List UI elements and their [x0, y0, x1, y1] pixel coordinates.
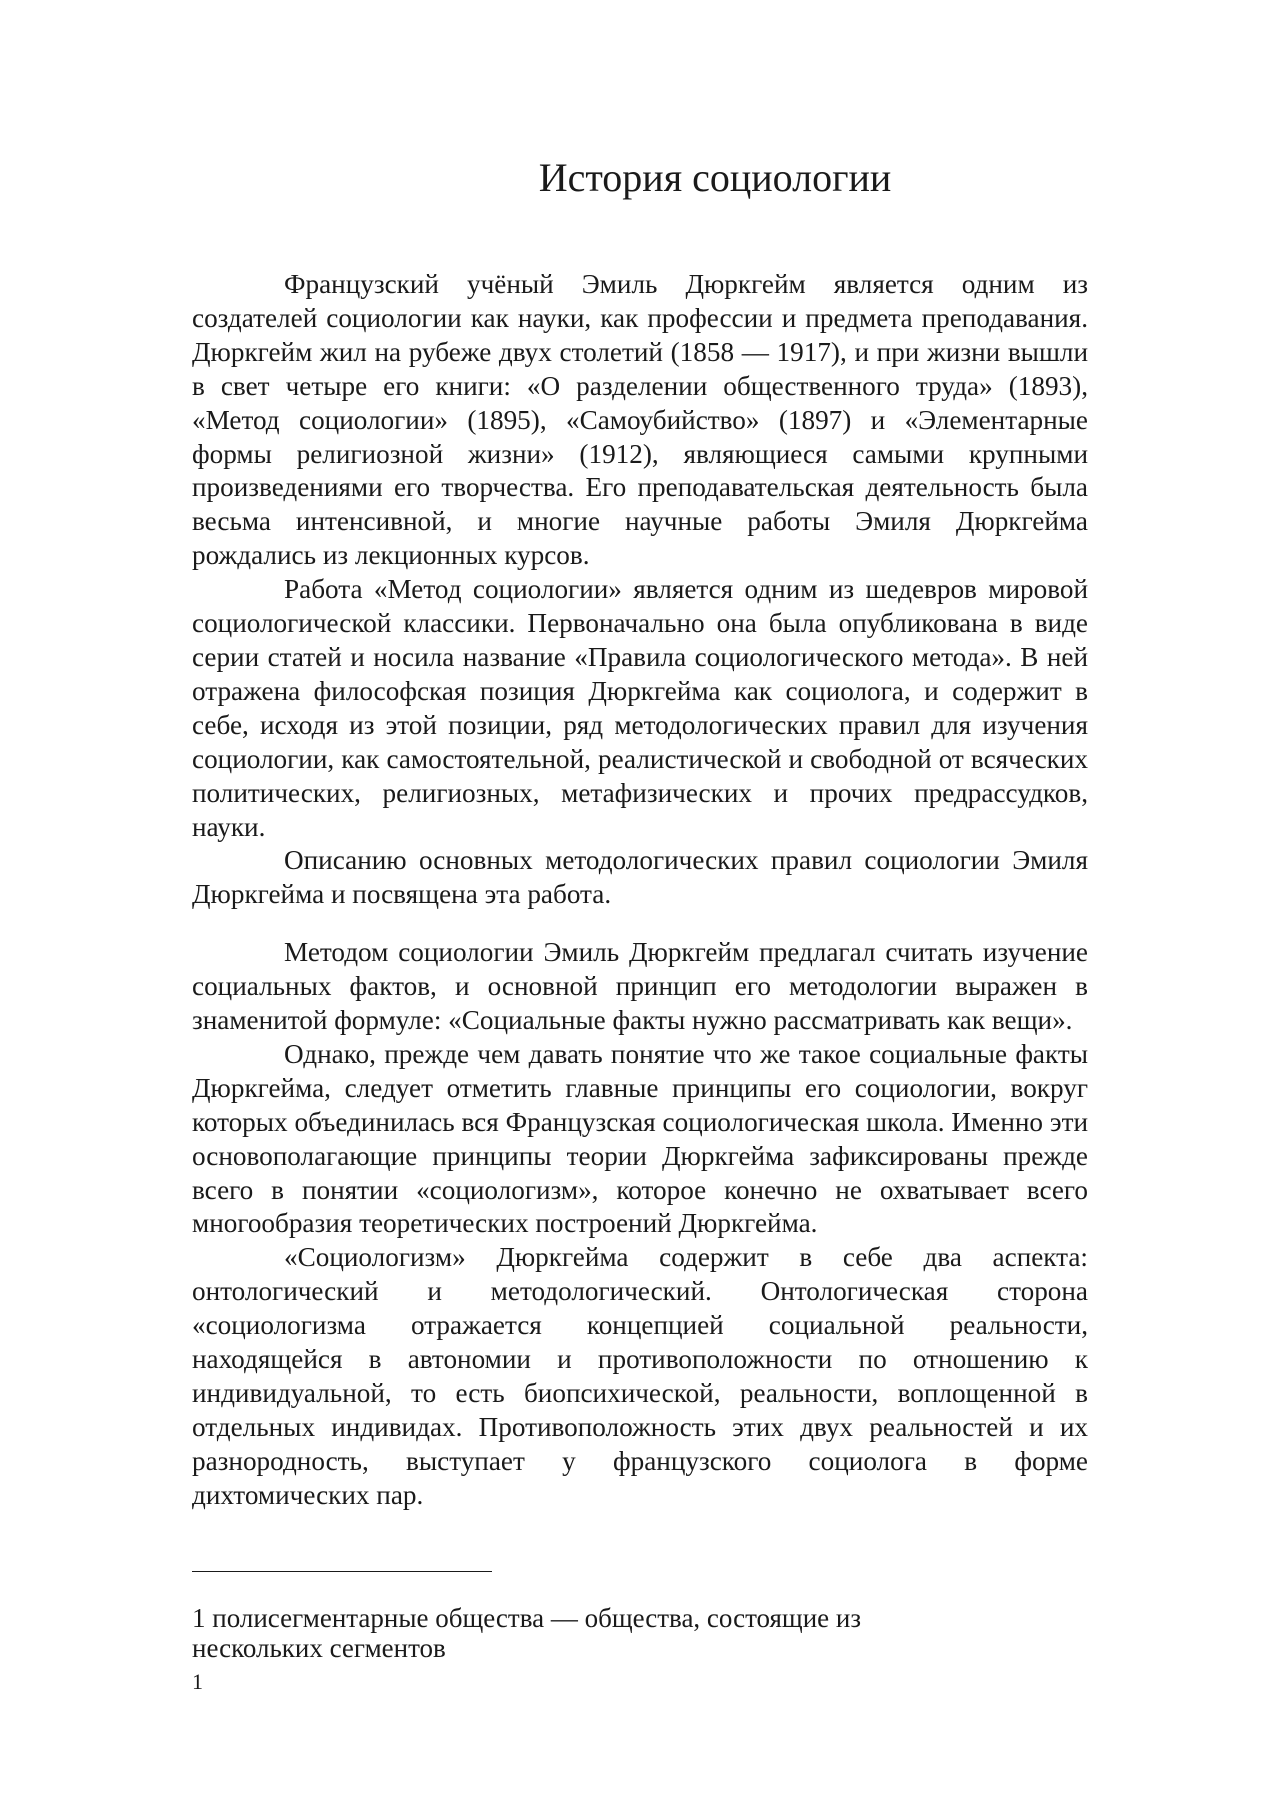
- paragraph: Французский учёный Эмиль Дюркгейм является одним из создателей социологии как науки, как профессии и предмета преподавания. Дюркгейм жил на рубеже двух столетий (1858 — 1917), и при жизни вышли в свет четыре его книги: «О разделении общественного труда» (1893), «Метод социологии» (1895), «Самоубийство» (1897) и «Элементарные формы религиозной жизни» (1912), являющиеся самыми крупными произведениями его творчества. Его преподавательская деятельность была весьма интенсивной, и многие научные работы Эмиля Дюркгейма рождались из лекционных курсов.: [192, 269, 1088, 571]
- paragraph: Описанию основных методологических правил социологии Эмиля Дюркгейма и посвящена эта работа.: [192, 845, 1088, 910]
- paragraph: Методом социологии Эмиль Дюркгейм предлагал считать изучение социальных фактов, и основной принцип его методологии выражен в знаменитой формуле: «Социальные факты нужно рассматривать как вещи».: [192, 937, 1088, 1036]
- footnote: 1 полисегментарные общества — общества, состоящие из нескольких сегментов: [192, 1603, 862, 1663]
- footnote-separator: [192, 1571, 492, 1572]
- paragraph: Однако, прежде чем давать понятие что же такое социальные факты Дюркгейма, следует отметить главные принципы его социологии, вокруг которых объединилась вся Французская социологическая школа. Именно эти основополагающие принципы теории Дюркгейма зафиксированы прежде всего в понятии «социологизм», которое конечно не охватывает всего многообразия теоретических построений Дюркгейма.: [192, 1038, 1088, 1239]
- paragraph: Работа «Метод социологии» является одним из шедевров мировой социологической классики. Первоначально она была опубликована в виде серии статей и носила название «Правила социологического метода». В ней отражена философская позиция Дюркгейма как социолога, и содержит в себе, исходя из этой позиции, ряд методологических правил для изучения социологии, как самостоятельной, реалистической и свободной от всяческих политических, религиозных, метафизических и прочих предрассудков, науки.: [192, 574, 1088, 842]
- document-body: [192, 268, 1088, 1513]
- paragraph: «Социологизм» Дюркгейма содержит в себе два аспекта: онтологический и методологический. Онтологическая сторона «социологизма отражается концепцией социальной реальности, находящейся в автономии и противоположности по отношению к индивидуальной, то есть биопсихической, реальности, воплощенной в отдельных индивидах. Противоположность этих двух реальностей и их разнородность, выступает у французского социолога в форме дихтомических пар.: [192, 1242, 1088, 1510]
- page-number: 1: [192, 1669, 203, 1694]
- document-title: История социологии: [538, 155, 892, 200]
